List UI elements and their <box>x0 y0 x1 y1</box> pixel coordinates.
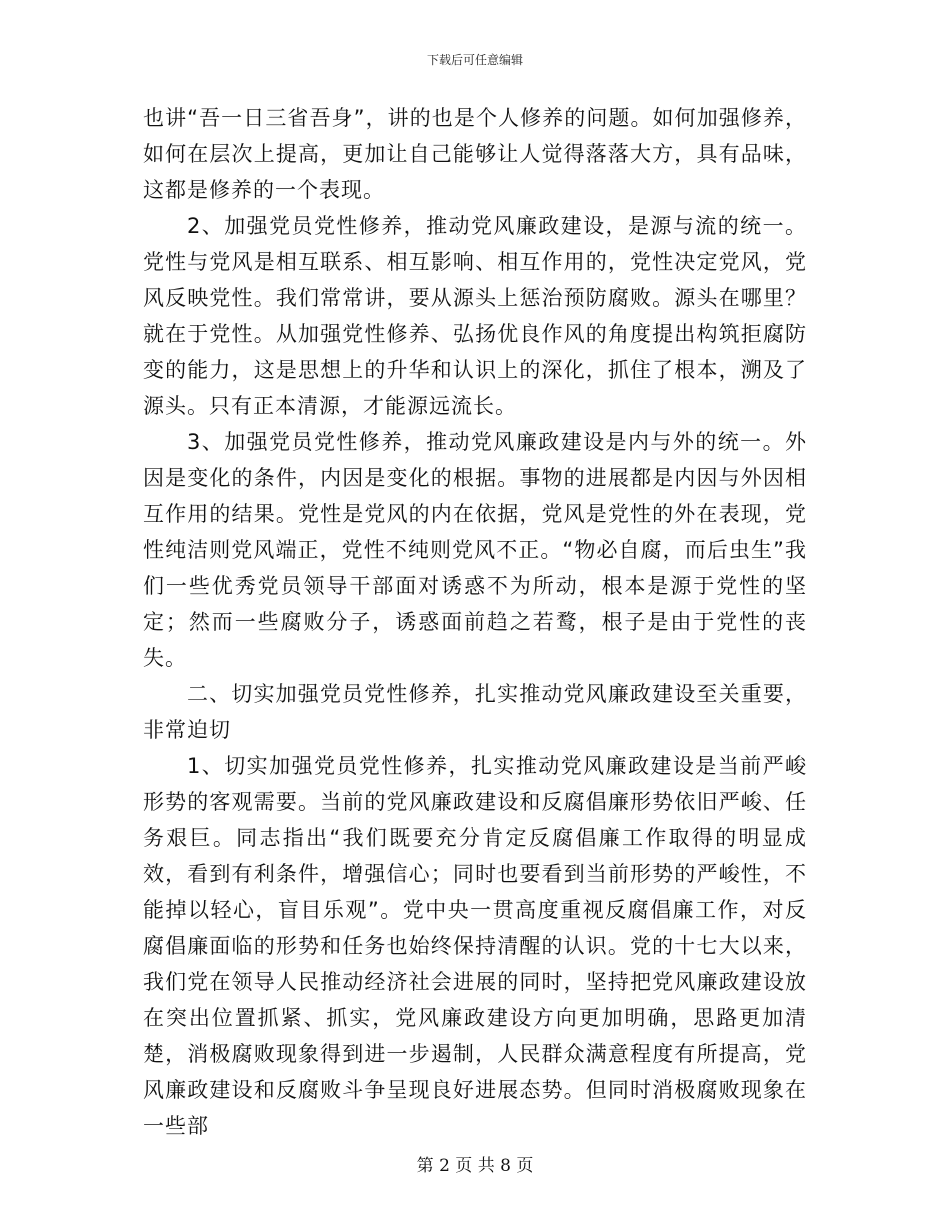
paragraph-1: 也讲“吾一日三省吾身”，讲的也是个人修养的问题。如何加强修养，如何在层次上提高，更加让自己能够让人觉得落落大方，具有品味，这都是修养的一个表现。 <box>143 106 807 202</box>
paragraph-2: 2、加强党员党性修养，推动党风廉政建设，是源与流的统一。党性与党风是相互联系、相互影响、相互作用的，党性决定党风，党风反映党性。我们常常讲，要从源头上惩治预防腐败。源头在哪里？就在于党性。从加强党性修养、弘扬优良作风的角度提出构筑拒腐防变的能力，这是思想上的升华和认识上的深化，抓住了根本，溯及了源头。只有正本清源，才能源远流长。 <box>143 214 807 418</box>
section-heading: 二、切实加强党员党性修养，扎实推动党风廉政建设至关重要，非常迫切 <box>143 682 807 742</box>
page-number-footer: 第 2 页 共 8 页 <box>416 1156 534 1176</box>
paragraph-4: 1、切实加强党员党性修养，扎实推动党风廉政建设是当前严峻形势的客观需要。当前的党风廉政建设和反腐倡廉形势依旧严峻、任务艰巨。同志指出“我们既要充分肯定反腐倡廉工作取得的明显成效，看到有利条件，增强信心；同时也要看到当前形势的严峻性，不能掉以轻心，盲目乐观”。党中央一贯高度重视反腐倡廉工作，对反腐倡廉面临的形势和任务也始终保持清醒的认识。党的十七大以来，我们党在领导人民推动经济社会进展的同时，坚持把党风廉政建设放在突出位置抓紧、抓实，党风廉政建设方向更加明确，思路更加清楚，消极腐败现象得到进一步遏制，人民群众满意程度有所提高，党风廉政建设和反腐败斗争呈现良好进展态势。但同时消极腐败现象在一些部 <box>143 754 807 1138</box>
page-header: 下载后可任意编辑 <box>426 53 523 67</box>
paragraph-3: 3、加强党员党性修养，推动党风廉政建设是内与外的统一。外因是变化的条件，内因是变化的根据。事物的进展都是内因与外因相互作用的结果。党性是党风的内在依据，党风是党性的外在表现，党性纯洁则党风端正，党性不纯则党风不正。“物必自腐，而后虫生”我们一些优秀党员领导干部面对诱惑不为所动，根本是源于党性的坚定；然而一些腐败分子，诱惑面前趋之若鹜，根子是由于党性的丧失。 <box>143 430 807 670</box>
document-body <box>143 100 807 1144</box>
